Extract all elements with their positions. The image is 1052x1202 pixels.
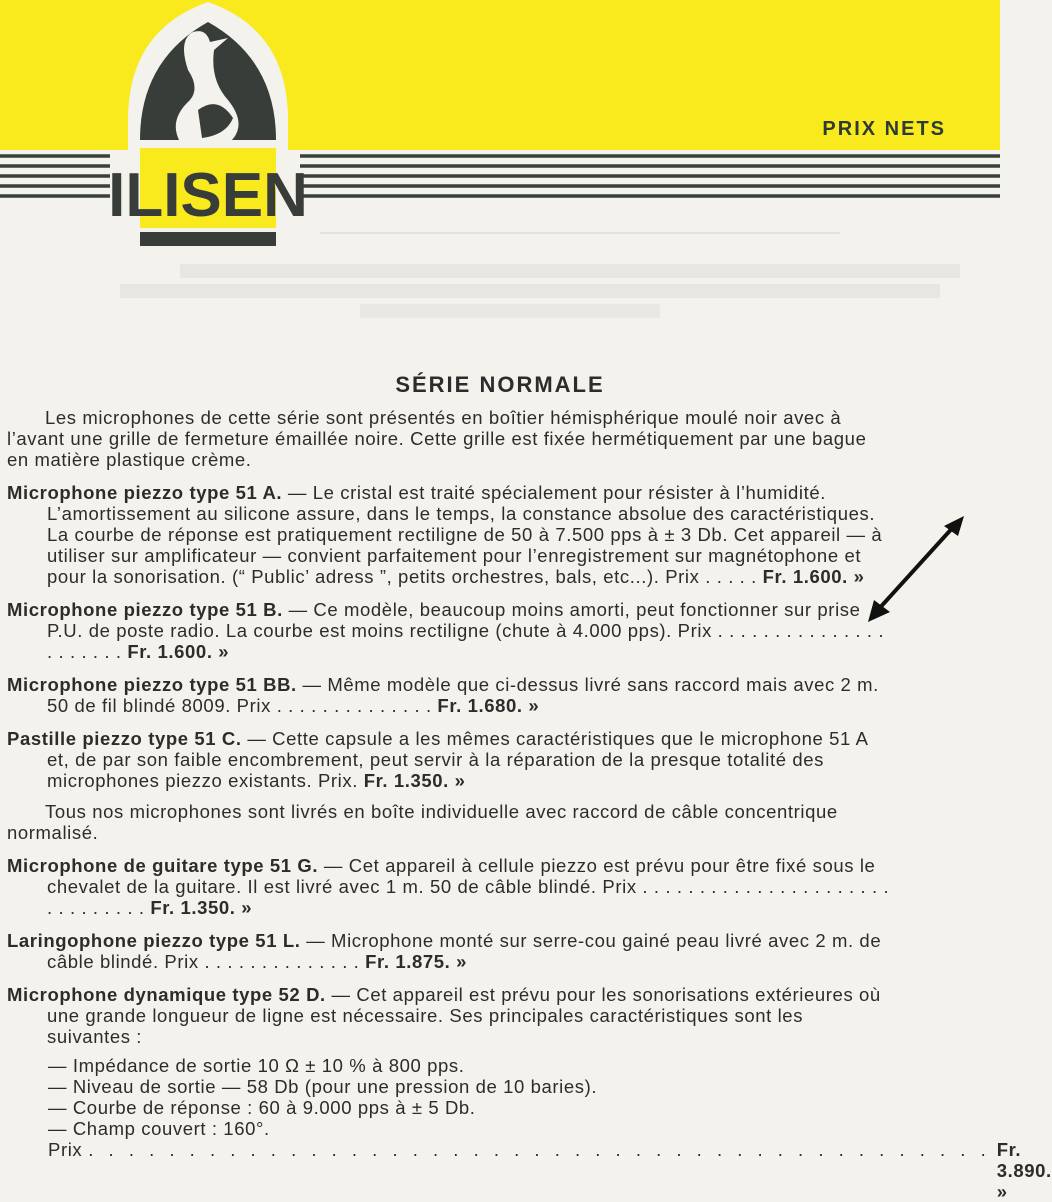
entry-text: — Ce modèle, beaucoup moins amorti, peut fonctionner sur prise P.U. de poste radio. La courbe est moins rectiligne (chute à 4.000 pps). Prix bbox=[47, 599, 861, 641]
entry-price: Fr. 1.350. » bbox=[150, 897, 253, 918]
prix-nets-label: PRIX NETS bbox=[822, 118, 946, 140]
entry-dots: . . . . . . . . . . . . . . bbox=[204, 951, 366, 972]
entry-52d bbox=[7, 984, 892, 1047]
entry-price: Fr. 1.600. » bbox=[127, 641, 230, 662]
entry-dots: . . . . . . . . . . . . . . . . . . . . . . bbox=[47, 620, 885, 662]
entry-name: Pastille piezzo type 51 C. bbox=[7, 728, 242, 749]
entry-dots: . . . . . . . . . . . . . . bbox=[276, 695, 438, 716]
entry-text: — Cet appareil est prévu pour les sonorisations extérieures où une grande longueur de ligne est nécessaire. Ses principales caractéristiques sont les suivantes : bbox=[47, 984, 881, 1047]
entry-name: Microphone de guitare type 51 G. bbox=[7, 855, 319, 876]
spec-item: — Impédance de sortie 10 Ω ± 10 % à 800 pps. bbox=[48, 1055, 465, 1076]
price-line bbox=[48, 1139, 1052, 1202]
series-title: SÉRIE NORMALE bbox=[395, 372, 605, 397]
spec-item: — Champ couvert : 160°. bbox=[48, 1118, 270, 1139]
entry-dots: . . . . . . . . . . . . . . . . . . . . . . . . . . . . . . . bbox=[47, 876, 890, 918]
entry-price: Fr. 1.680. » bbox=[437, 695, 540, 716]
spec-item: — Niveau de sortie — 58 Db (pour une pression de 10 baries). bbox=[48, 1076, 598, 1097]
entry-name: Microphone dynamique type 52 D. bbox=[7, 984, 326, 1005]
entry-51bb bbox=[7, 674, 892, 716]
svg-text:ILISEN: ILISEN bbox=[108, 161, 308, 230]
entry-51g bbox=[7, 855, 892, 918]
entry-51a bbox=[7, 482, 892, 587]
catalog-content bbox=[0, 370, 1052, 1202]
entry-text: — Cette capsule a les mêmes caractéristiques que le microphone 51 A et, de par son faible encombrement, peut servir à la réparation de la presque totalité des microphones piezzo existants. Prix. bbox=[47, 728, 868, 791]
leader-dots: . . . . . . . . . . . . . . . . . . . . . . . . . . . . . . . . . . . . . . . . . . . . . bbox=[88, 1139, 991, 1160]
intro-paragraph: Les microphones de cette série sont présentés en boîtier hémisphérique moulé noir avec à l’avant une grille de fermeture émaillée noire. Cette grille est fixée hermétiquement par une bague en matière plastique crème. bbox=[7, 407, 867, 470]
entry-dots: . . . . . bbox=[705, 566, 757, 587]
entry-price: Fr. 3.890. » bbox=[996, 1139, 1052, 1202]
entry-price: Fr. 1.600. » bbox=[762, 566, 865, 587]
entry-name: Microphone piezzo type 51 BB. bbox=[7, 674, 297, 695]
entry-text: — Le cristal est traité spécialement pour résister à l’humidité. L’amortissement au silicone assure, dans le temps, la constance absolue des caractéristiques. La courbe de réponse est pratiquement rectiligne de 50 à 7.500 pps à ± 3 Db. Cet appareil — à utiliser sur amplificateur — convient parfaitement pour l’enregistrement sur magnétophone et pour la sonorisation. (“ Public’ adress ”, petits orchestres, bals, etc...). Prix bbox=[47, 482, 883, 587]
bleed-through-texture bbox=[60, 212, 960, 324]
double-arrow-icon bbox=[860, 512, 970, 627]
spec-item: — Courbe de réponse : 60 à 9.000 pps à ± 5 Db. bbox=[48, 1097, 476, 1118]
prix-label: Prix bbox=[48, 1139, 83, 1160]
spec-list bbox=[48, 1055, 1052, 1202]
entry-51b bbox=[7, 599, 892, 662]
entry-51c bbox=[7, 728, 892, 791]
entry-name: Microphone piezzo type 51 B. bbox=[7, 599, 283, 620]
entry-name: Laringophone piezzo type 51 L. bbox=[7, 930, 301, 951]
note-paragraph: Tous nos microphones sont livrés en boîte individuelle avec raccord de câble concentrique normalisé. bbox=[7, 801, 838, 843]
entry-text: — Microphone monté sur serre-cou gainé peau livré avec 2 m. de câble blindé. Prix bbox=[47, 930, 882, 972]
entry-51l bbox=[7, 930, 892, 972]
entry-text: — Cet appareil à cellule piezzo est prévu pour être fixé sous le chevalet de la guitare. Il est livré avec 1 m. 50 de câble blindé. Prix bbox=[47, 855, 876, 897]
entry-price: Fr. 1.875. » bbox=[365, 951, 467, 972]
entry-name: Microphone piezzo type 51 A. bbox=[7, 482, 283, 503]
entry-price: Fr. 1.350. » bbox=[363, 770, 466, 791]
entry-text: — Même modèle que ci-dessus livré sans raccord mais avec 2 m. 50 de fil blindé 8009. Prix bbox=[47, 674, 879, 716]
